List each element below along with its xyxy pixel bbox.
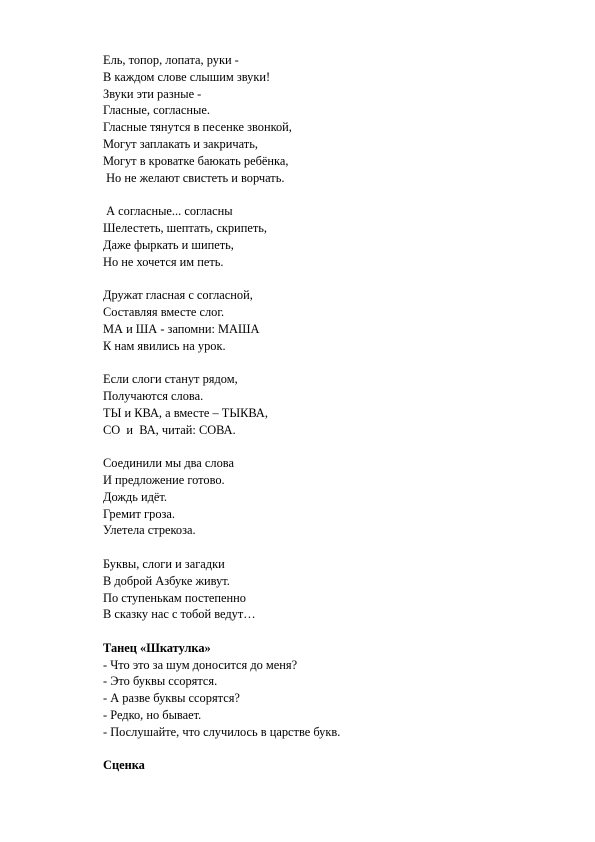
scene-heading: Сценка [103,758,145,773]
verse-line: МА и ША - запомни: МАША [103,321,260,336]
dance-section [103,640,340,741]
scene-section [103,757,340,774]
verse-line: СО и ВА, читай: СОВА. [103,422,236,437]
verse-line: Гласные, согласные. [103,103,210,118]
verse-line: Соединили мы два слова [103,456,234,471]
verse-line: Получаются слова. [103,388,204,403]
verse-line: К нам явились на урок. [103,338,226,353]
stanza-1 [103,52,340,186]
verse-line: В сказку нас с тобой ведут… [103,607,256,622]
dialogue-line: - Это буквы ссорятся. [103,674,218,689]
stanza-6 [103,556,340,623]
dialogue-line: - А разве буквы ссорятся? [103,691,240,706]
verse-line: Гремит гроза. [103,506,176,521]
verse-line: Улетела стрекоза. [103,523,196,538]
verse-line: ТЫ и КВА, а вместе – ТЫКВА, [103,405,268,420]
verse-line: Могут заплакать и закричать, [103,136,258,151]
verse-line: Буквы, слоги и загадки [103,556,225,571]
verse-line: Гласные тянутся в песенке звонкой, [103,120,292,135]
verse-line: А согласные... согласны [103,204,233,219]
verse-line: Но не хочется им петь. [103,254,224,269]
verse-line: Шелестеть, шептать, скрипеть, [103,220,267,235]
dialogue-line: - Что это за шум доносится до меня? [103,657,298,672]
document-body [103,52,340,791]
verse-line: Могут в кроватке баюкать ребёнка, [103,153,289,168]
verse-line: Дружат гласная с согласной, [103,288,253,303]
verse-line: Ель, топор, лопата, руки - [103,53,239,67]
verse-line: В каждом слове слышим звуки! [103,69,271,84]
verse-line: В доброй Азбуке живут. [103,573,230,588]
dialogue-line: - Редко, но бывает. [103,708,202,723]
verse-line: По ступенькам постепенно [103,590,247,605]
verse-line: Звуки эти разные - [103,86,202,101]
stanza-3 [103,287,340,354]
verse-line: Даже фыркать и шипеть, [103,237,234,252]
verse-line: Если слоги станут рядом, [103,372,238,387]
stanza-4 [103,371,340,438]
verse-line: Дождь идёт. [103,489,167,504]
dialogue-line: - Послушайте, что случилось в царстве букв. [103,724,341,739]
stanza-5 [103,455,340,539]
verse-line: И предложение готово. [103,472,225,487]
dance-heading: Танец «Шкатулка» [103,640,211,655]
stanza-2 [103,203,340,270]
verse-line: Составляя вместе слог. [103,304,225,319]
verse-line: Но не желают свистеть и ворчать. [103,170,285,185]
